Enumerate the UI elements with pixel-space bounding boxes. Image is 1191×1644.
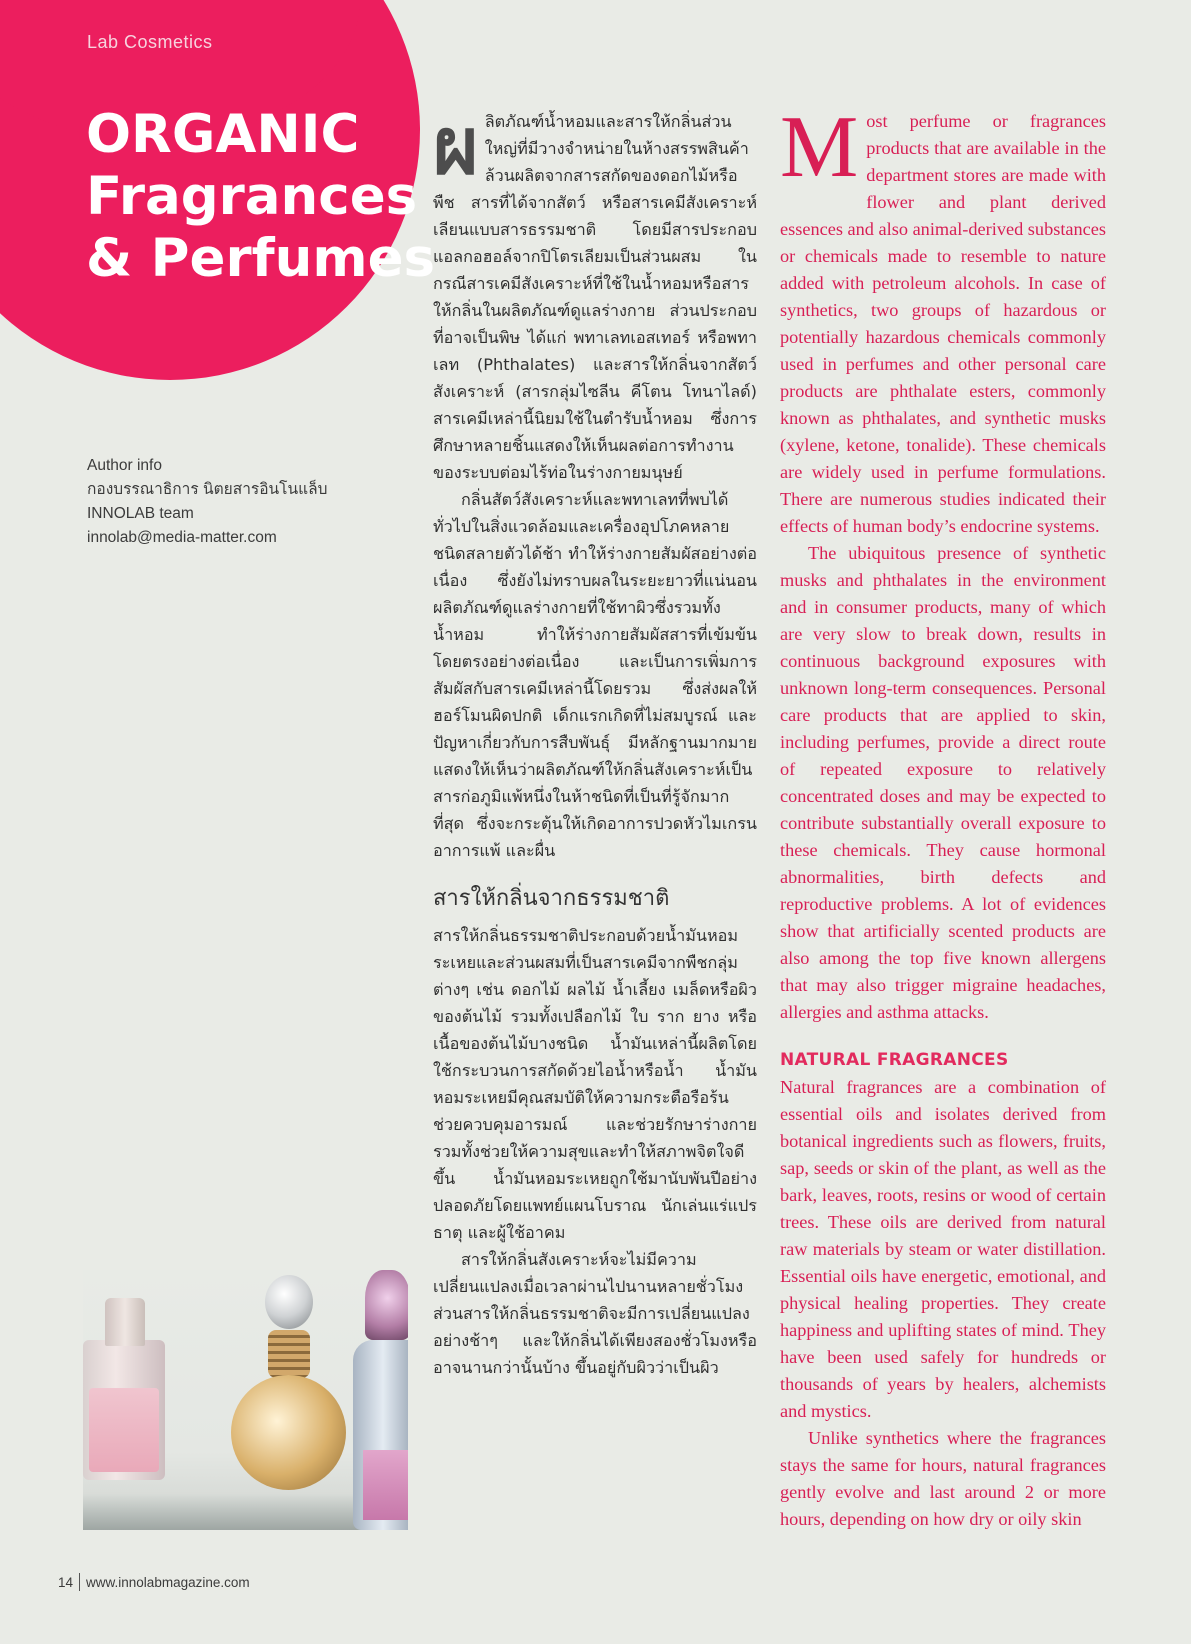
english-paragraph-1-text: ost perfume or fragrances products that are available in the department stores are made with flower and plant derived essences and also animal-derived substances or chemicals made to resemble to nature added with petroleum alcohols. In case of synthetics, two groups of hazardous or potentially hazardous chemicals commonly used in perfumes and other personal care products are phthalate esters, commonly known as phthalates, and synthetic musks (xylene, ketone, tonalide). These chemicals are widely used in perfume formulations. There are numerous studies indicated their effects of human body’s endocrine systems. bbox=[780, 111, 1106, 536]
title-line-1: ORGANIC bbox=[86, 104, 360, 165]
page-footer bbox=[58, 1573, 250, 1591]
author-team-name: INNOLAB team bbox=[87, 505, 194, 522]
square-bottle-cap bbox=[105, 1298, 145, 1346]
english-article-column bbox=[780, 99, 1106, 1533]
title-line-2: Fragrances bbox=[86, 166, 418, 227]
perfume-bottles-photo bbox=[83, 1270, 408, 1530]
english-paragraph-2: The ubiquitous presence of synthetic musks and phthalates in the environment and in consumer products, many of which are very slow to break down, results in continuous background exposures with unknown long-term consequences. Personal care products that are applied to skin, including perfumes, provide a direct route of repeated exposure to relatively concentrated doses and may be expected to contribute substantially overall exposure to these chemicals. They cause hormonal abnormalities, birth defects and reproductive problems. A lot of evidences show that artificially scented products are also among the top five known allergens that may also trigger migraine headaches, allergies and asthma attacks. bbox=[780, 543, 1106, 1022]
section-label: Lab Cosmetics bbox=[87, 32, 213, 52]
round-gold-perfume-bottle bbox=[231, 1375, 346, 1490]
round-bottle-neck bbox=[268, 1330, 310, 1378]
thai-paragraph-2: กลิ่นสัตว์สังเคราะห์และพทาเลทที่พบได้ทั่วไปในสิ่งแวดล้อมและเครื่องอุปโภคหลายชนิดสลายตัวได้ช้า ทำให้ร่างกายสัมผัสอย่างต่อเนื่อง ซึ่งยังไม่ทราบผลในระยะยาวที่แน่นอน ผลิตภัณฑ์ดูแลร่างกายที่ใช้ทาผิวซึ่งรวมทั้งน้ำหอม ทำให้ร่างกายสัมผัสสารที่เข้มข้นโดยตรงอย่างต่อเนื่อง และเป็นการเพิ่มการสัมผัสกับสารเคมีเหล่านี้โดยรวม ซึ่งส่งผลให้ฮอร์โมนผิดปกติ เด็กแรกเกิดที่ไม่สมบูรณ์ และปัญหาเกี่ยวกับการสืบพันธุ์ มีหลักฐานมากมายแสดงให้เห็นว่าผลิตภัณฑ์ให้กลิ่นสังเคราะห์เป็นสารก่อภูมิแพ้หนึ่งในห้าชนิดที่เป็นที่รู้จักมากที่สุด ซึ่งจะกระตุ้นให้เกิดอาการปวดหัวไมเกรน อาการแพ้ และผื่น bbox=[433, 490, 757, 860]
title-line-3: & Perfumes bbox=[86, 228, 436, 289]
thai-paragraph-3: สารให้กลิ่นธรรมชาติประกอบด้วยน้ำมันหอมระเหยและส่วนผสมที่เป็นสารเคมีจากพืชกลุ่มต่างๆ เช่น ดอกไม้ ผลไม้ น้ำเลี้ยง เมล็ดหรือผิวของต้นไม้ รวมทั้งเปลือกไม้ ใบ ราก ยาง หรือเนื้อของต้นไม้บางชนิด น้ำมันเหล่านี้ผลิตโดยใช้กระบวนการสกัดด้วยไอน้ำหรือน้ำ น้ำมันหอมระเหยมีคุณสมบัติให้ความกระตือรือร้น ช่วยควบคุมอารมณ์ และช่วยรักษาร่างกาย รวมทั้งช่วยให้ความสุขและทำให้สภาพจิตใจดีขึ้น น้ำมันหอมระเหยถูกใช้มานับพันปีอย่างปลอดภัยโดยแพทย์แผนโบราณ นักเล่นแร่แปรธาตุ และผู้ใช้อาคม bbox=[433, 926, 757, 1242]
thai-paragraph-1 bbox=[433, 102, 757, 486]
english-paragraph-3: Natural fragrances are a combination of essential oils and isolates derived from botanical ingredients such as flowers, fruits, sap, seeds or skin of the plant, as well as the bark, leaves, roots, resins or wood of certain trees. These oils are derived from natural raw materials by steam or water distillation. Essential oils have energetic, emotional, and physical healing properties. They create happiness and uplifting states of mind. They have been used safely for hundreds or thousands of years by healers, alchemists and mystics. bbox=[780, 1077, 1106, 1421]
thai-paragraph-1-text: ลิตภัณฑ์น้ำหอมและสารให้กลิ่นส่วนใหญ่ที่มีวางจำหน่ายในห้างสรรพสินค้าล้วนผลิตจากสารสกัดของดอกไม้หรือพืช สารที่ได้จากสัตว์ หรือสารเคมีสังเคราะห์เลียนแบบสารธรรมชาติ โดยมีสารประกอบแอลกอฮอล์จากปิโตรเลียมเป็นส่วนผสม ในกรณีสารเคมีสังเคราะห์ที่ใช้ในน้ำหอมหรือสารให้กลิ่นในผลิตภัณฑ์ดูแลร่างกาย ส่วนประกอบที่อาจเป็นพิษ ได้แก่ พทาเลทเอสเทอร์ หรือพทาเลท (Phthalates) และสารให้กลิ่นจากสัตว์สังเคราะห์ (สารกลุ่มไซลีน คีโตน โทนาไลด์) สารเคมีเหล่านี้นิยมใช้ในตำรับน้ำหอม ซึ่งการศึกษาหลายชิ้นแสดงให้เห็นผลต่อการทำงานของระบบต่อมไร้ท่อในร่างกายมนุษย์ bbox=[433, 112, 757, 482]
english-paragraph-4: Unlike synthetics where the fragrances stays the same for hours, natural fragrances gently evolve and last around 2 or more hours, depending on how dry or oily skin bbox=[780, 1428, 1106, 1529]
website-url: www.innolabmagazine.com bbox=[86, 1575, 250, 1590]
english-drop-cap: M bbox=[780, 99, 859, 196]
author-email: innolab@media-matter.com bbox=[87, 529, 277, 546]
author-editorial-team: กองบรรณาธิการ นิตยสารอินโนแล็บ bbox=[87, 481, 328, 498]
round-bottle-cap bbox=[265, 1275, 313, 1329]
footer-divider bbox=[79, 1573, 80, 1591]
english-section-heading: NATURAL FRAGRANCES bbox=[780, 1050, 1009, 1070]
thai-section-heading: สารให้กลิ่นจากธรรมชาติ bbox=[433, 886, 670, 911]
author-info bbox=[87, 454, 327, 550]
english-paragraph-1 bbox=[780, 99, 1106, 540]
article-title bbox=[86, 104, 435, 290]
thai-paragraph-4: สารให้กลิ่นสังเคราะห์จะไม่มีความเปลี่ยนแปลงเมื่อเวลาผ่านไปนานหลายชั่วโมง ส่วนสารให้กลิ่นธรรมชาติจะมีการเปลี่ยนแปลงอย่างช้าๆ และให้กลิ่นได้เพียงสองชั่วโมงหรืออาจนานกว่านั้นบ้าง ขึ้นอยู่กับผิวว่าเป็นผิว bbox=[433, 1250, 757, 1377]
pink-perfume-liquid bbox=[89, 1388, 159, 1472]
thai-article-column bbox=[433, 102, 757, 1381]
page-number: 14 bbox=[58, 1575, 74, 1590]
author-label: Author info bbox=[87, 457, 162, 474]
pink-bottle-base bbox=[363, 1450, 408, 1520]
thai-drop-cap: ผ bbox=[433, 102, 479, 192]
purple-crystal-cap bbox=[365, 1270, 408, 1340]
